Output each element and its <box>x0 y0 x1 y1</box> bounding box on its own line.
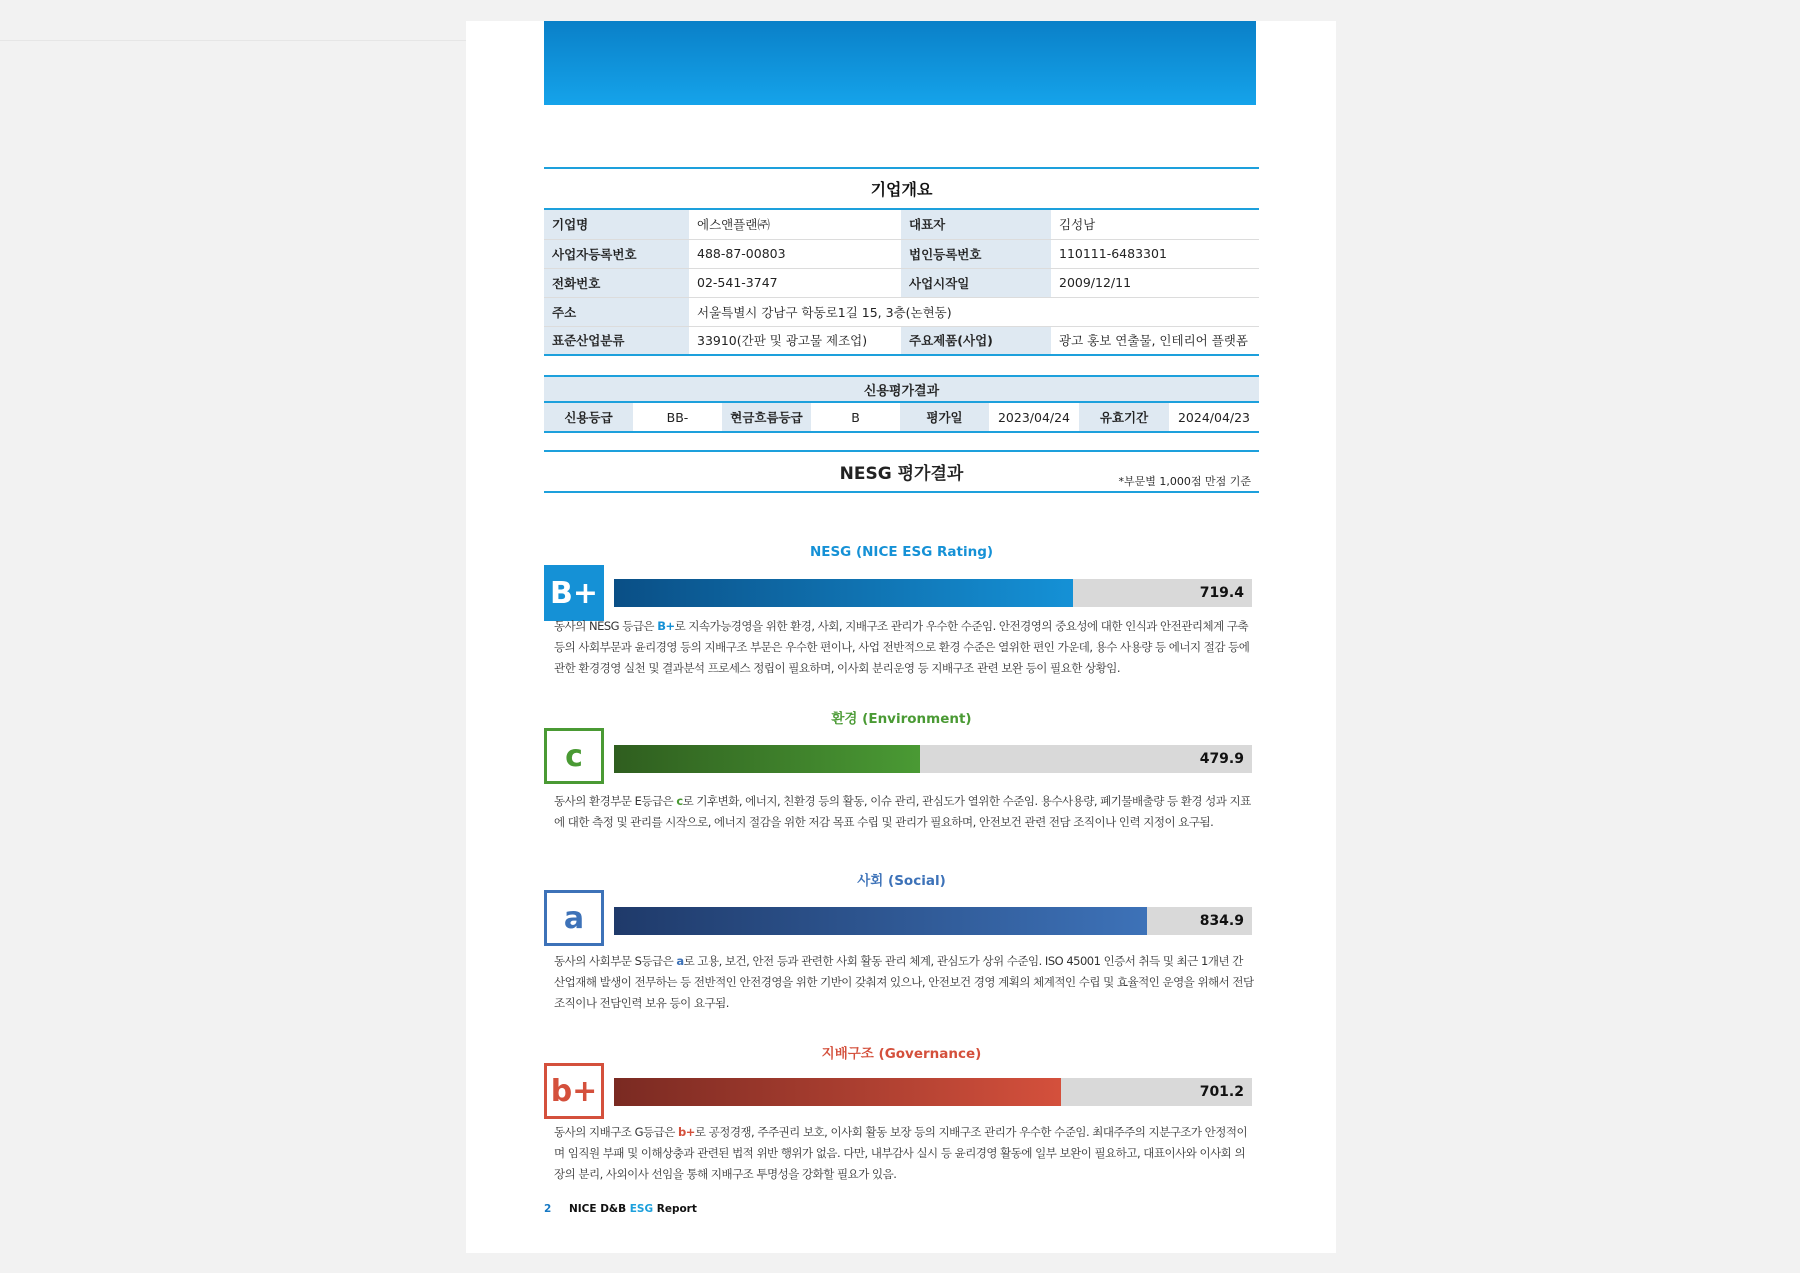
desc-grade: c <box>676 794 683 808</box>
score-bar-track <box>614 1078 1252 1106</box>
row-label: 사업자등록번호 <box>544 239 689 268</box>
desc-text: 로 공정경쟁, 주주권리 보호, 이사회 활동 보장 등의 지배구조 관리가 우수한 수준임. 최대주주의 지분구조가 안정적이며 임직원 부패 및 이해상충과 관련된 법적 위반 행위가 없음. 다만, 내부감사 실시 등 윤리경영 활동에 일부 보완이 필요하고, 대표이사와 이사회 의장의 분리, 사외이사 선임을 통해 지배구조 투명성을 강화할 필요가 있음. <box>554 1125 1248 1181</box>
rating-description <box>554 951 1254 1014</box>
row-value: 02-541-3747 <box>689 268 901 297</box>
score-value: 701.2 <box>1199 1084 1244 1100</box>
desc-text: 동사의 NESG 등급은 <box>554 619 658 633</box>
credit-title: 신용평가결과 <box>544 375 1259 403</box>
footer-brand: NICE D&B <box>568 1203 627 1215</box>
grade-badge: b+ <box>544 1063 604 1119</box>
company-overview-title: 기업개요 <box>544 167 1259 210</box>
credit-label: 신용등급 <box>544 403 633 431</box>
credit-section <box>544 375 1259 433</box>
credit-label: 현금흐름등급 <box>722 403 811 431</box>
nesg-title <box>544 450 1259 493</box>
row-value: 에스앤플랜㈜ <box>689 210 901 239</box>
desc-text: 로 지속가능경영을 위한 환경, 사회, 지배구조 관리가 우수한 수준임. 안전경영의 중요성에 대한 인식과 안전관리체계 구축 등의 사회부문과 윤리경영 등의 지배구조 부문은 우수한 편이나, 사업 전반적으로 환경 수준은 열위한 편인 가운데, 용수 사용량 등 에너지 절감 등에 관한 환경경영 실천 및 결과분석 프로세스 정립이 필요하며, 이사회 분리운영 등 지배구조 관련 보완 등이 필요한 상황임. <box>554 619 1250 675</box>
grade-badge: a <box>544 890 604 946</box>
window-top-divider <box>0 40 466 41</box>
row-value: 488-87-00803 <box>689 239 901 268</box>
row-label: 기업명 <box>544 210 689 239</box>
report-page <box>466 21 1336 1253</box>
score-bar-track <box>614 579 1252 607</box>
credit-value: 2023/04/24 <box>997 409 1071 425</box>
score-bar-track <box>614 745 1252 773</box>
table-row <box>544 326 1259 355</box>
row-label: 주요제품(사업) <box>901 326 1051 355</box>
row-label: 대표자 <box>901 210 1051 239</box>
credit-row <box>544 403 1259 433</box>
rating-description <box>554 791 1254 833</box>
rating-block-governance <box>544 1042 1259 1182</box>
score-value: 479.9 <box>1199 751 1244 767</box>
report-content <box>544 167 1259 1181</box>
row-value: 33910(간판 및 광고물 제조업) <box>689 326 901 355</box>
rating-title: NESG (NICE ESG Rating) <box>809 544 994 560</box>
credit-value: 2024/04/23 <box>1177 409 1251 425</box>
desc-text: 동사의 사회부문 S등급은 <box>554 954 677 968</box>
nesg-note: *부문별 1,000점 만점 기준 <box>1118 475 1251 488</box>
footer-report: Report <box>656 1203 697 1215</box>
rating-title: 환경 (Environment) <box>831 711 972 727</box>
grade-badge: c <box>544 728 604 784</box>
score-bar-fill <box>614 1078 1061 1106</box>
row-label: 법인등록번호 <box>901 239 1051 268</box>
rating-title: 지배구조 (Governance) <box>821 1046 982 1062</box>
rating-block-environment <box>544 707 1259 837</box>
table-row <box>544 297 1259 326</box>
row-value: 서울특별시 강남구 학동로1길 15, 3층(논현동) <box>689 297 1259 326</box>
desc-grade: B+ <box>657 619 675 633</box>
rating-description <box>554 1122 1254 1185</box>
score-bar-track <box>614 907 1252 935</box>
table-row <box>544 210 1259 239</box>
nesg-title-text: NESG 평가결과 <box>839 464 964 484</box>
rating-block-social <box>544 869 1259 1009</box>
row-label: 사업시작일 <box>901 268 1051 297</box>
credit-label: 평가일 <box>900 403 989 431</box>
row-value: 김성남 <box>1051 210 1259 239</box>
page-number: 2 <box>544 1203 552 1215</box>
company-info-table <box>544 210 1259 356</box>
row-value: 광고 홍보 연출물, 인테리어 플랫폼 <box>1051 326 1259 355</box>
row-value: 110111-6483301 <box>1051 239 1259 268</box>
rating-description <box>554 616 1254 679</box>
score-bar-fill <box>614 745 920 773</box>
desc-text: 동사의 환경부문 E등급은 <box>554 794 677 808</box>
header-banner <box>544 21 1256 105</box>
row-label: 주소 <box>544 297 689 326</box>
credit-label: 유효기간 <box>1079 403 1169 431</box>
grade-badge: B+ <box>544 565 604 621</box>
desc-grade: a <box>676 954 684 968</box>
desc-text: 로 기후변화, 에너지, 친환경 등의 활동, 이슈 관리, 관심도가 열위한 수준임. 용수사용량, 폐기물배출량 등 환경 성과 지표에 대한 측정 및 관리를 시작으로, 에너지 절감을 위한 저감 목표 수립 및 관리가 필요하며, 안전보건 관련 전담 조직이나 인력 지정이 요구됨. <box>554 794 1251 829</box>
score-bar-fill <box>614 579 1073 607</box>
row-value: 2009/12/11 <box>1051 268 1259 297</box>
score-value: 719.4 <box>1199 585 1244 601</box>
credit-value: BB- <box>666 409 689 425</box>
desc-grade: b+ <box>677 1125 695 1139</box>
row-label: 전화번호 <box>544 268 689 297</box>
table-row <box>544 239 1259 268</box>
page-footer <box>544 1203 697 1215</box>
rating-title: 사회 (Social) <box>857 873 946 889</box>
table-row <box>544 268 1259 297</box>
desc-text: 로 고용, 보건, 안전 등과 관련한 사회 활동 관리 체계, 관심도가 상위 수준임. ISO 45001 인증서 취득 및 최근 1개년 간 산업재해 발생이 전무하는 등 전반적인 안전경영을 위한 기반이 갖춰져 있으나, 안전보건 경영 계획의 체계적인 수립 및 효율적인 운영을 위해서 전담 조직이나 전담인력 보유 등이 요구됨. <box>554 954 1254 1010</box>
score-bar-fill <box>614 907 1147 935</box>
rating-block-nesg <box>544 544 1259 684</box>
row-label: 표준산업분류 <box>544 326 689 355</box>
score-value: 834.9 <box>1199 913 1244 929</box>
desc-text: 동사의 지배구조 G등급은 <box>554 1125 678 1139</box>
credit-value: B <box>851 409 860 425</box>
footer-esg: ESG <box>629 1203 654 1215</box>
